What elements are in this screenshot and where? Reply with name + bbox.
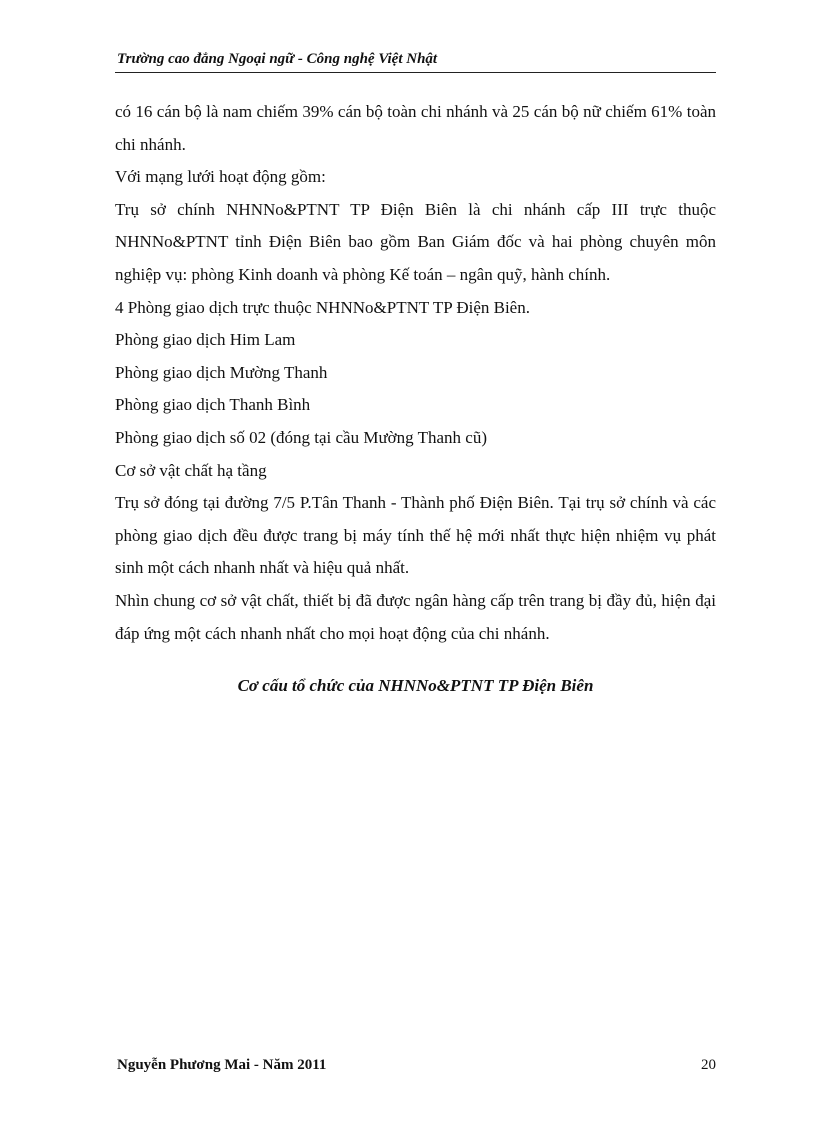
- paragraph-headquarters-location: Trụ sở đóng tại đường 7/5 P.Tân Thanh - Thành phố Điện Biên. Tại trụ sở chính và các phòng giao dịch đều được trang bị máy tính thế hệ mới nhất thực hiện nhiệm vụ phát sinh một cách nhanh nhất và hiệu quả nhất.: [115, 493, 716, 578]
- header-title: Trường cao đẳng Ngoại ngữ - Công nghệ Việt Nhật: [117, 51, 438, 67]
- paragraph-infrastructure-heading: Cơ sở vật chất hạ tầng: [115, 460, 267, 480]
- page-number: 20: [701, 1057, 716, 1073]
- list-item: Phòng giao dịch Mường Thanh: [115, 362, 328, 382]
- page-header: [115, 50, 716, 73]
- page-footer: [115, 1057, 716, 1079]
- paragraph-branch-count: 4 Phòng giao dịch trực thuộc NHNNo&PTNT TP Điện Biên.: [115, 297, 530, 317]
- list-item: Phòng giao dịch Him Lam: [115, 330, 296, 350]
- paragraph-headquarters: Trụ sở chính NHNNo&PTNT TP Điện Biên là chi nhánh cấp III trực thuộc NHNNo&PTNT tỉnh Điện Biên bao gồm Ban Giám đốc và hai phòng chuyên môn nghiệp vụ: phòng Kinh doanh và phòng Kế toán – ngân quỹ, hành chính.: [115, 199, 716, 284]
- list-item: Phòng giao dịch Thanh Bình: [115, 395, 311, 415]
- footer-author: Nguyễn Phương Mai - Năm 2011: [117, 1057, 327, 1073]
- paragraph-staff-stats: có 16 cán bộ là nam chiếm 39% cán bộ toàn chi nhánh và 25 cán bộ nữ chiếm 61% toàn chi nhánh.: [115, 102, 716, 154]
- section-title: Cơ cấu tổ chức của NHNNo&PTNT TP Điện Biên: [237, 676, 594, 695]
- paragraph-equipment-summary: Nhìn chung cơ sở vật chất, thiết bị đã được ngân hàng cấp trên trang bị đầy đủ, hiện đại đáp ứng một cách nhanh nhất cho mọi hoạt động của chi nhánh.: [115, 590, 716, 643]
- paragraph-network-intro: Với mạng lưới hoạt động gồm:: [115, 167, 326, 187]
- document-body: [115, 96, 716, 650]
- list-item: Phòng giao dịch số 02 (đóng tại cầu Mường Thanh cũ): [115, 427, 487, 447]
